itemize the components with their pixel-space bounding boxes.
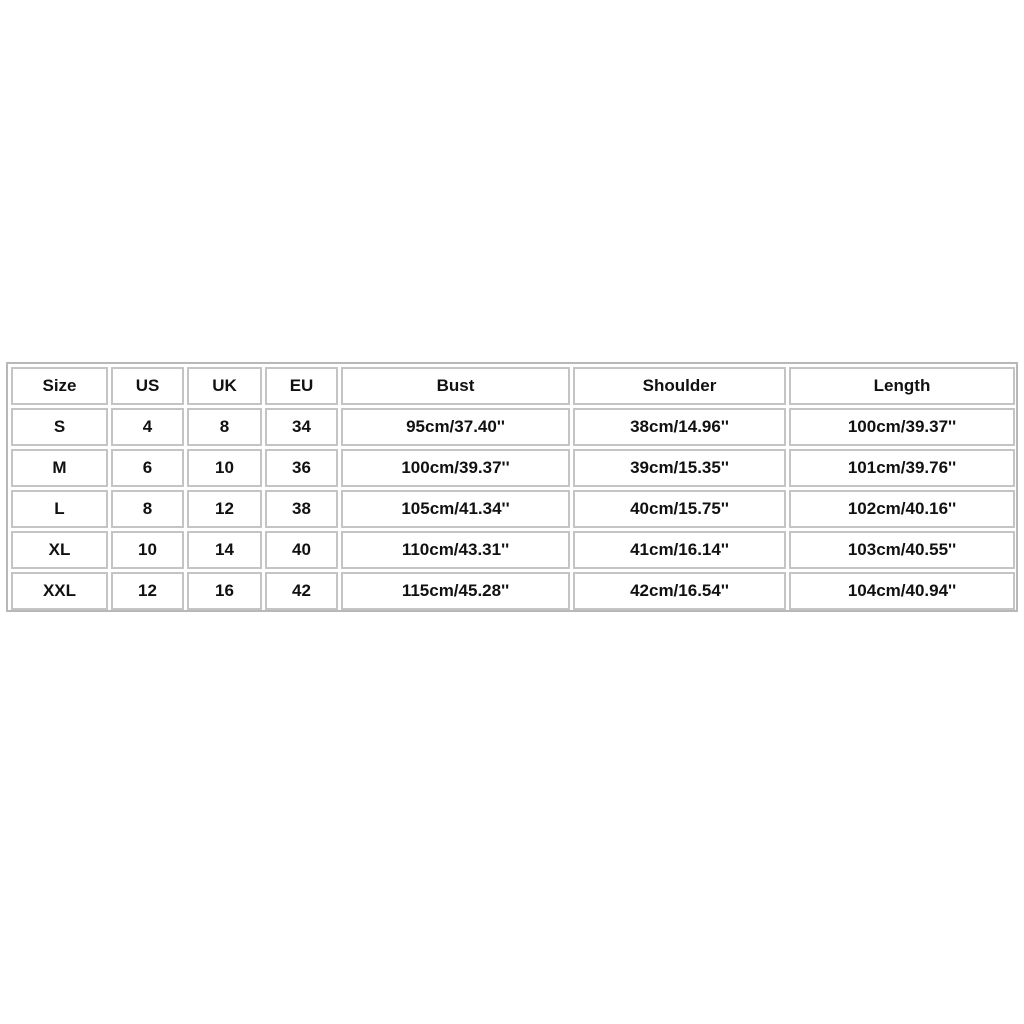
cell-length: 104cm/40.94'' bbox=[789, 572, 1015, 610]
cell-us: 8 bbox=[111, 490, 184, 528]
cell-size: M bbox=[11, 449, 108, 487]
cell-length: 101cm/39.76'' bbox=[789, 449, 1015, 487]
size-table bbox=[8, 364, 1018, 613]
cell-length: 100cm/39.37'' bbox=[789, 408, 1015, 446]
cell-size: XXL bbox=[11, 572, 108, 610]
header-row bbox=[11, 367, 1015, 405]
cell-us: 6 bbox=[111, 449, 184, 487]
cell-us: 12 bbox=[111, 572, 184, 610]
cell-us: 4 bbox=[111, 408, 184, 446]
table-row bbox=[11, 449, 1015, 487]
cell-shoulder: 39cm/15.35'' bbox=[573, 449, 786, 487]
table-row bbox=[11, 490, 1015, 528]
cell-uk: 8 bbox=[187, 408, 262, 446]
header-eu: EU bbox=[265, 367, 338, 405]
header-uk: UK bbox=[187, 367, 262, 405]
cell-bust: 100cm/39.37'' bbox=[341, 449, 570, 487]
header-size: Size bbox=[11, 367, 108, 405]
cell-eu: 36 bbox=[265, 449, 338, 487]
header-length: Length bbox=[789, 367, 1015, 405]
cell-eu: 38 bbox=[265, 490, 338, 528]
cell-bust: 115cm/45.28'' bbox=[341, 572, 570, 610]
cell-shoulder: 42cm/16.54'' bbox=[573, 572, 786, 610]
header-shoulder: Shoulder bbox=[573, 367, 786, 405]
cell-bust: 95cm/37.40'' bbox=[341, 408, 570, 446]
table-row bbox=[11, 531, 1015, 569]
cell-uk: 16 bbox=[187, 572, 262, 610]
table-row bbox=[11, 572, 1015, 610]
size-chart bbox=[6, 362, 1018, 612]
cell-uk: 14 bbox=[187, 531, 262, 569]
header-us: US bbox=[111, 367, 184, 405]
cell-size: S bbox=[11, 408, 108, 446]
cell-eu: 34 bbox=[265, 408, 338, 446]
header-bust: Bust bbox=[341, 367, 570, 405]
cell-length: 103cm/40.55'' bbox=[789, 531, 1015, 569]
cell-size: L bbox=[11, 490, 108, 528]
cell-us: 10 bbox=[111, 531, 184, 569]
table-row bbox=[11, 408, 1015, 446]
cell-size: XL bbox=[11, 531, 108, 569]
cell-eu: 40 bbox=[265, 531, 338, 569]
cell-shoulder: 38cm/14.96'' bbox=[573, 408, 786, 446]
cell-uk: 10 bbox=[187, 449, 262, 487]
cell-bust: 110cm/43.31'' bbox=[341, 531, 570, 569]
cell-bust: 105cm/41.34'' bbox=[341, 490, 570, 528]
cell-eu: 42 bbox=[265, 572, 338, 610]
cell-shoulder: 41cm/16.14'' bbox=[573, 531, 786, 569]
cell-shoulder: 40cm/15.75'' bbox=[573, 490, 786, 528]
cell-uk: 12 bbox=[187, 490, 262, 528]
cell-length: 102cm/40.16'' bbox=[789, 490, 1015, 528]
